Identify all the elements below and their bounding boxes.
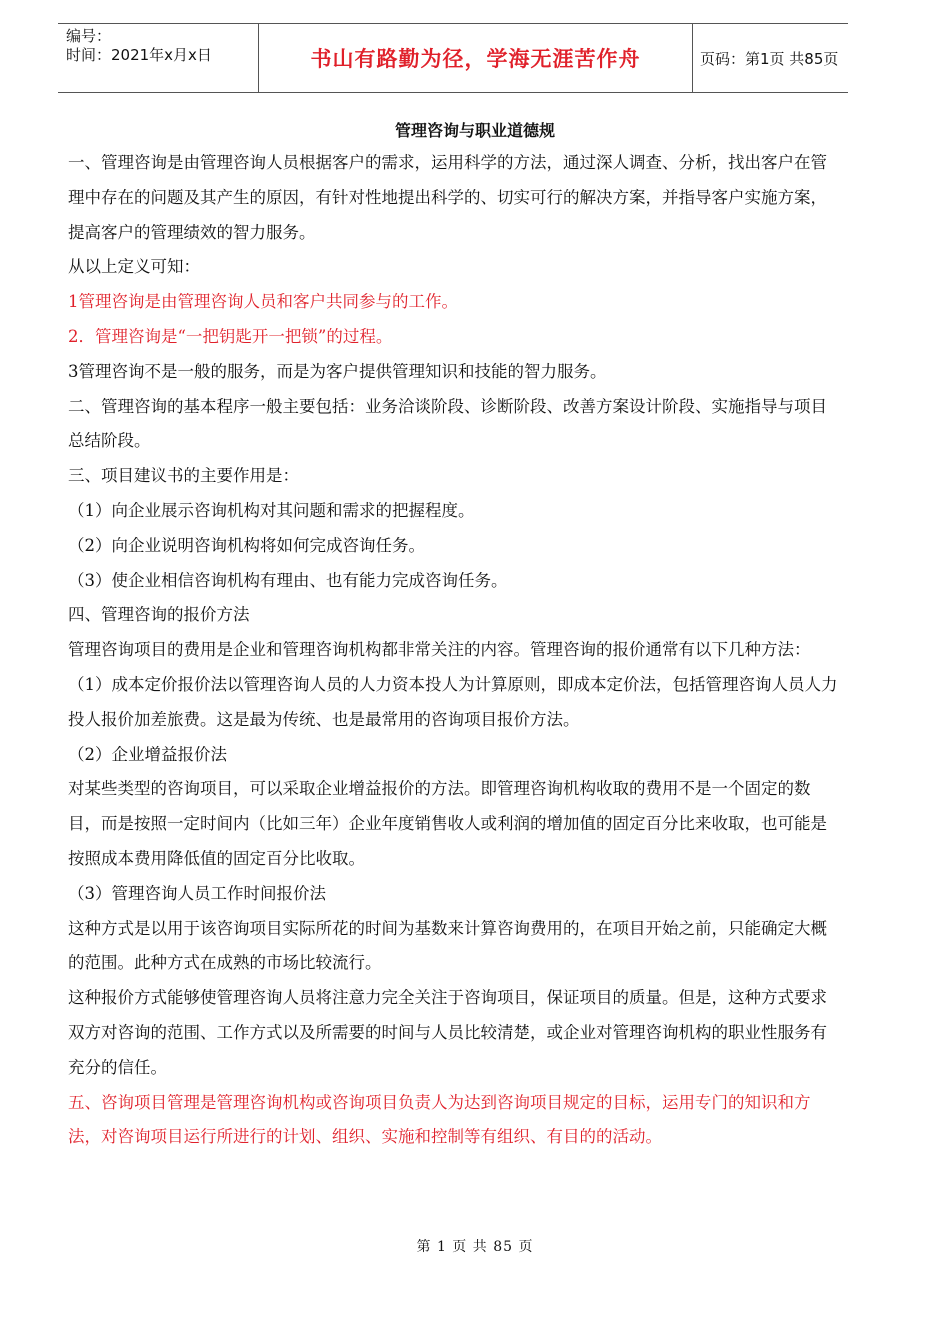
header-page-info: 页码：第1页 共85页	[700, 49, 839, 68]
paragraph: （2）向企业说明咨询机构将如何完成咨询任务。	[68, 535, 425, 555]
paragraph: 一、管理咨询是由管理咨询人员根据客户的需求，运用科学的方法，通过深人调查、分析，找出客户在管理中存在的问题及其产生的原因，有针对性地提出科学的、切实可行的解决方案，并指导客户实施方案，提高客户的管理绩效的智力服务。	[68, 153, 827, 242]
paragraph: 这种报价方式能够使管理咨询人员将注意力完全关注于咨询项目，保证项目的质量。但是，这种方式要求双方对咨询的范围、工作方式以及所需要的时间与人员比较清楚，或企业对管理咨询机构的职业性服务有充分的信任。	[68, 988, 827, 1077]
paragraph: 3管理咨询不是一般的服务，而是为客户提供管理知识和技能的智力服务。	[68, 361, 607, 381]
header-motto: 书山有路勤为径，学海无涯苦作舟	[258, 24, 693, 92]
paragraph: （1）成本定价报价法以管理咨询人员的人力资本投人为计算原则，即成本定价法，包括管理咨询人员人力投人报价加差旅费。这是最为传统、也是最常用的咨询项目报价方法。	[68, 674, 838, 729]
paragraph: （3）管理咨询人员工作时间报价法	[68, 883, 326, 903]
paragraph: （3）使企业相信咨询机构有理由、也有能力完成咨询任务。	[68, 570, 508, 590]
page-header	[58, 23, 848, 93]
page-footer: 第 1 页 共 85 页	[416, 1239, 534, 1255]
paragraph: 2．管理咨询是“一把钥匙开一把锁”的过程。	[68, 326, 393, 346]
paragraph: （1）向企业展示咨询机构对其问题和需求的把握程度。	[68, 500, 475, 520]
paragraph: 四、管理咨询的报价方法	[68, 605, 250, 625]
document-body	[68, 146, 838, 1155]
paragraph: 三、项目建议书的主要作用是：	[68, 466, 299, 486]
paragraph: 这种方式是以用于该咨询项目实际所花的时间为基数来计算咨询费用的，在项目开始之前，只能确定大概的范围。此种方式在成熟的市场比较流行。	[68, 918, 827, 973]
document-title: 管理咨询与职业道德规	[394, 121, 555, 140]
paragraph: 对某些类型的咨询项目，可以采取企业增益报价的方法。即管理咨询机构收取的费用不是一个固定的数目，而是按照一定时间内（比如三年）企业年度销售收人或利润的增加值的固定百分比来收取，也可能是按照成本费用降低值的固定百分比收取。	[68, 779, 827, 868]
paragraph: 从以上定义可知：	[68, 257, 200, 277]
document-time-label: 时间：2021年x月x日	[66, 46, 212, 64]
paragraph: 管理咨询项目的费用是企业和管理咨询机构都非常关注的内容。管理咨询的报价通常有以下几种方法：	[68, 640, 811, 660]
paragraph: 1管理咨询是由管理咨询人员和客户共同参与的工作。	[68, 292, 458, 312]
paragraph: （2）企业增益报价法	[68, 744, 227, 764]
paragraph: 五、咨询项目管理是管理咨询机构或咨询项目负责人为达到咨询项目规定的目标，运用专门的知识和方法，对咨询项目运行所进行的计划、组织、实施和控制等有组织、有目的的活动。	[68, 1092, 811, 1147]
document-number-label: 编号：	[66, 27, 112, 45]
paragraph: 二、管理咨询的基本程序一般主要包括：业务洽谈阶段、诊断阶段、改善方案设计阶段、实施指导与项目总结阶段。	[68, 396, 827, 451]
header-meta	[66, 27, 258, 89]
